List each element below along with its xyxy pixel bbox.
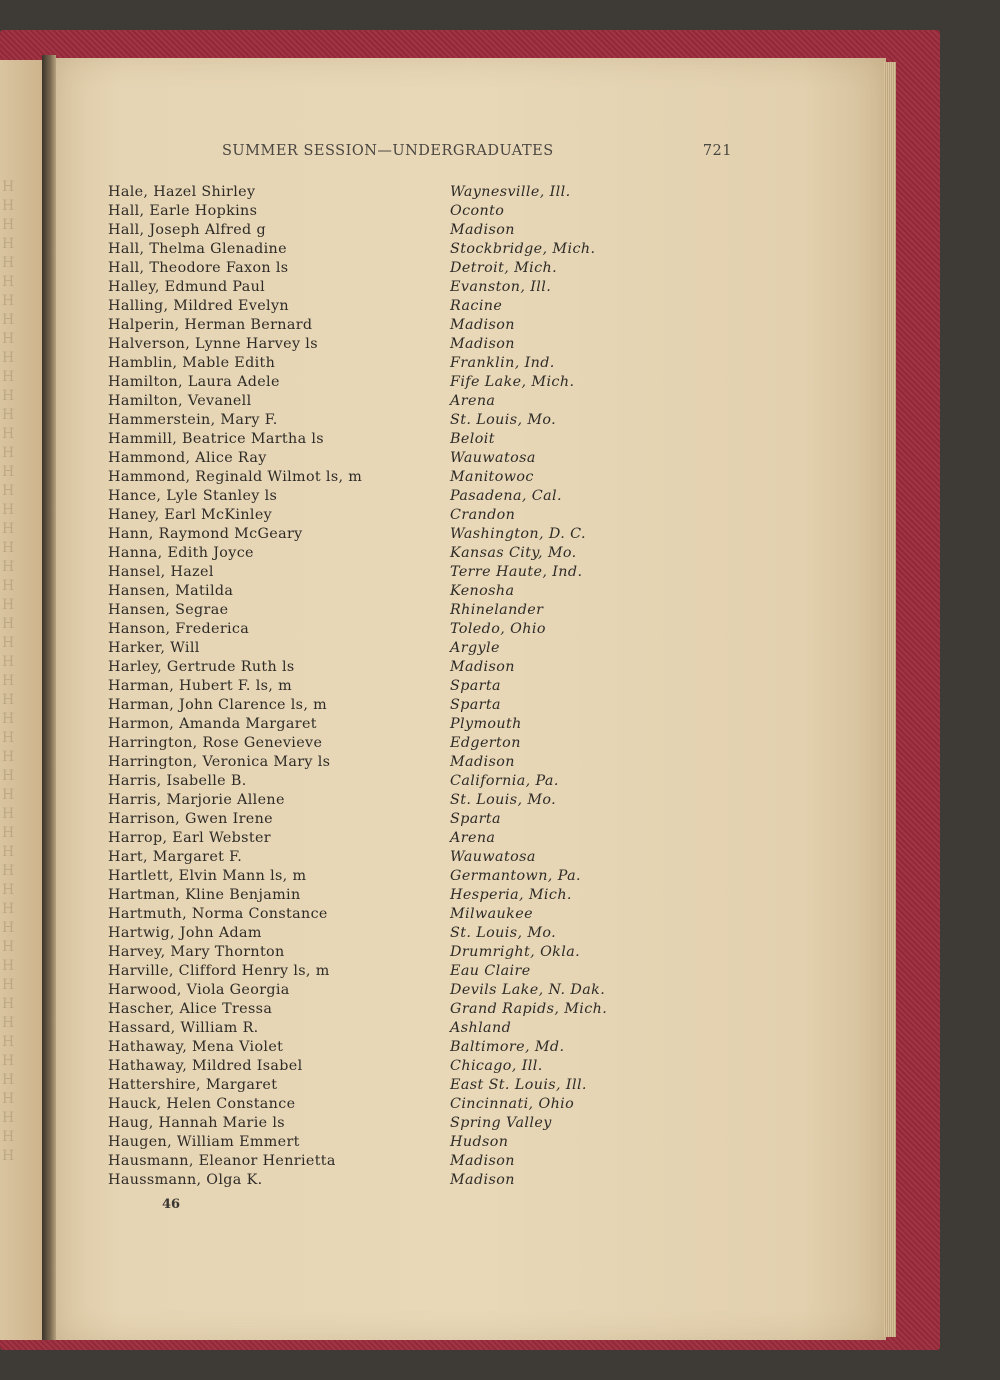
list-item (108, 335, 708, 354)
list-item (108, 734, 708, 753)
list-item (108, 411, 708, 430)
student-name: Hammerstein, Mary F. (108, 412, 278, 428)
list-item (108, 468, 708, 487)
hometown: Eau Claire (450, 963, 531, 979)
student-name: Hamilton, Vevanell (108, 393, 252, 409)
list-item (108, 753, 708, 772)
hometown: Milwaukee (450, 906, 533, 922)
student-name: Hall, Thelma Glenadine (108, 241, 287, 257)
hometown: Kansas City, Mo. (450, 545, 577, 561)
student-name: Hammill, Beatrice Martha ls (108, 431, 324, 447)
student-name: Harker, Will (108, 640, 200, 656)
student-name: Hartman, Kline Benjamin (108, 887, 301, 903)
hometown: Detroit, Mich. (450, 260, 558, 276)
hometown: Crandon (450, 507, 516, 523)
hometown: Drumright, Okla. (450, 944, 581, 960)
list-item (108, 658, 708, 677)
hometown: Madison (450, 659, 515, 675)
hometown: Sparta (450, 678, 501, 694)
list-item (108, 715, 708, 734)
student-name: Harwood, Viola Georgia (108, 982, 290, 998)
list-item (108, 1000, 708, 1019)
hometown: Madison (450, 1172, 515, 1188)
hometown: Plymouth (450, 716, 522, 732)
hometown: Terre Haute, Ind. (450, 564, 583, 580)
list-item (108, 1114, 708, 1133)
list-item (108, 867, 708, 886)
hometown: Sparta (450, 811, 501, 827)
student-name: Harvey, Mary Thornton (108, 944, 285, 960)
student-name: Halley, Edmund Paul (108, 279, 266, 295)
list-item (108, 848, 708, 867)
student-name: Hart, Margaret F. (108, 849, 243, 865)
student-name: Harley, Gertrude Ruth ls (108, 659, 295, 675)
student-name: Hartwig, John Adam (108, 925, 262, 941)
hometown: Grand Rapids, Mich. (450, 1001, 608, 1017)
hometown: Kenosha (450, 583, 515, 599)
list-item (108, 259, 708, 278)
hometown: Stockbridge, Mich. (450, 241, 596, 257)
list-item (108, 677, 708, 696)
student-name: Hausmann, Eleanor Henrietta (108, 1153, 336, 1169)
student-name: Hale, Hazel Shirley (108, 184, 256, 200)
student-name: Hansen, Segrae (108, 602, 229, 618)
student-name: Harrop, Earl Webster (108, 830, 271, 846)
hometown: Wauwatosa (450, 450, 536, 466)
student-name: Hansel, Hazel (108, 564, 214, 580)
student-name: Harville, Clifford Henry ls, m (108, 963, 330, 979)
student-name: Hanna, Edith Joyce (108, 545, 254, 561)
hometown: Washington, D. C. (450, 526, 586, 542)
student-name: Harmon, Amanda Margaret (108, 716, 317, 732)
list-item (108, 810, 708, 829)
list-item (108, 772, 708, 791)
student-name: Harman, John Clarence ls, m (108, 697, 328, 713)
hometown: Beloit (450, 431, 495, 447)
hometown: Baltimore, Md. (450, 1039, 565, 1055)
student-name: Harrington, Rose Genevieve (108, 735, 323, 751)
student-name: Harris, Marjorie Allene (108, 792, 285, 808)
student-name: Hance, Lyle Stanley ls (108, 488, 278, 504)
list-item (108, 886, 708, 905)
student-name: Hamilton, Laura Adele (108, 374, 280, 390)
student-name: Hammond, Reginald Wilmot ls, m (108, 469, 363, 485)
list-item (108, 278, 708, 297)
hometown: Cincinnati, Ohio (450, 1096, 575, 1112)
student-name: Haugen, William Emmert (108, 1134, 300, 1150)
student-name: Halperin, Herman Bernard (108, 317, 313, 333)
hometown: Madison (450, 222, 515, 238)
hometown: Arena (450, 830, 496, 846)
hometown: Rhinelander (450, 602, 544, 618)
hometown: Spring Valley (450, 1115, 552, 1131)
hometown: Argyle (450, 640, 500, 656)
student-list (108, 183, 708, 1190)
hometown: Arena (450, 393, 496, 409)
list-item (108, 601, 708, 620)
hometown: Fife Lake, Mich. (450, 374, 575, 390)
hometown: Hudson (450, 1134, 509, 1150)
list-item (108, 525, 708, 544)
hometown: East St. Louis, Ill. (450, 1077, 587, 1093)
hometown: Waynesville, Ill. (450, 184, 571, 200)
list-item (108, 829, 708, 848)
hometown: Sparta (450, 697, 501, 713)
list-item (108, 905, 708, 924)
list-item (108, 430, 708, 449)
left-page-edge (0, 60, 42, 1340)
running-title: SUMMER SESSION—UNDERGRADUATES (222, 143, 554, 159)
list-item (108, 639, 708, 658)
student-name: Harrington, Veronica Mary ls (108, 754, 331, 770)
hometown: Madison (450, 754, 515, 770)
hometown: Toledo, Ohio (450, 621, 546, 637)
hometown: Oconto (450, 203, 505, 219)
list-item (108, 563, 708, 582)
student-name: Hartmuth, Norma Constance (108, 906, 328, 922)
student-name: Harris, Isabelle B. (108, 773, 247, 789)
student-name: Halverson, Lynne Harvey ls (108, 336, 318, 352)
hometown: Pasadena, Cal. (450, 488, 562, 504)
bleed-through-letters: H H H H H H H H H H H H H H H H H H H H H H H H H H H H H H H H H H H H H H H H H H H H H H H H H H H H (2, 179, 15, 1164)
hometown: Madison (450, 1153, 515, 1169)
hometown: Madison (450, 336, 515, 352)
student-name: Haug, Hannah Marie ls (108, 1115, 285, 1131)
hometown: Chicago, Ill. (450, 1058, 543, 1074)
list-item (108, 183, 708, 202)
list-item (108, 373, 708, 392)
signature-mark: 46 (162, 1197, 181, 1212)
hometown: Franklin, Ind. (450, 355, 555, 371)
book-gutter (42, 55, 56, 1340)
list-item (108, 1152, 708, 1171)
hometown: Madison (450, 317, 515, 333)
student-name: Hall, Joseph Alfred g (108, 222, 266, 238)
hometown: Ashland (450, 1020, 512, 1036)
student-name: Haussmann, Olga K. (108, 1172, 263, 1188)
hometown: St. Louis, Mo. (450, 412, 557, 428)
page-fore-edge (884, 62, 896, 1337)
student-name: Hann, Raymond McGeary (108, 526, 303, 542)
list-item (108, 449, 708, 468)
student-name: Hauck, Helen Constance (108, 1096, 296, 1112)
hometown: Hesperia, Mich. (450, 887, 572, 903)
list-item (108, 962, 708, 981)
list-item (108, 620, 708, 639)
list-item (108, 981, 708, 1000)
page-number: 721 (702, 143, 732, 159)
hometown: Wauwatosa (450, 849, 536, 865)
student-name: Hassard, William R. (108, 1020, 259, 1036)
list-item (108, 392, 708, 411)
hometown: Racine (450, 298, 503, 314)
student-name: Hathaway, Mildred Isabel (108, 1058, 303, 1074)
hometown: Edgerton (450, 735, 521, 751)
list-item (108, 1057, 708, 1076)
list-item (108, 316, 708, 335)
list-item (108, 202, 708, 221)
list-item (108, 544, 708, 563)
list-item (108, 1076, 708, 1095)
list-item (108, 696, 708, 715)
student-name: Harman, Hubert F. ls, m (108, 678, 293, 694)
hometown: Devils Lake, N. Dak. (450, 982, 606, 998)
hometown: Evanston, Ill. (450, 279, 552, 295)
list-item (108, 297, 708, 316)
list-item (108, 1019, 708, 1038)
list-item (108, 791, 708, 810)
list-item (108, 943, 708, 962)
student-name: Hansen, Matilda (108, 583, 234, 599)
list-item (108, 487, 708, 506)
list-item (108, 1133, 708, 1152)
student-name: Halling, Mildred Evelyn (108, 298, 289, 314)
student-name: Hartlett, Elvin Mann ls, m (108, 868, 307, 884)
student-name: Haney, Earl McKinley (108, 507, 273, 523)
hometown: California, Pa. (450, 773, 559, 789)
list-item (108, 221, 708, 240)
student-name: Hamblin, Mable Edith (108, 355, 276, 371)
hometown: Manitowoc (450, 469, 534, 485)
student-name: Hanson, Frederica (108, 621, 250, 637)
list-item (108, 582, 708, 601)
list-item (108, 506, 708, 525)
student-name: Hall, Earle Hopkins (108, 203, 258, 219)
hometown: St. Louis, Mo. (450, 925, 557, 941)
list-item (108, 924, 708, 943)
list-item (108, 1038, 708, 1057)
student-name: Hattershire, Margaret (108, 1077, 278, 1093)
list-item (108, 1095, 708, 1114)
student-name: Hathaway, Mena Violet (108, 1039, 284, 1055)
list-item (108, 1171, 708, 1190)
hometown: St. Louis, Mo. (450, 792, 557, 808)
student-name: Hammond, Alice Ray (108, 450, 267, 466)
student-name: Hascher, Alice Tressa (108, 1001, 273, 1017)
hometown: Germantown, Pa. (450, 868, 581, 884)
student-name: Harrison, Gwen Irene (108, 811, 273, 827)
list-item (108, 354, 708, 373)
student-name: Hall, Theodore Faxon ls (108, 260, 289, 276)
list-item (108, 240, 708, 259)
